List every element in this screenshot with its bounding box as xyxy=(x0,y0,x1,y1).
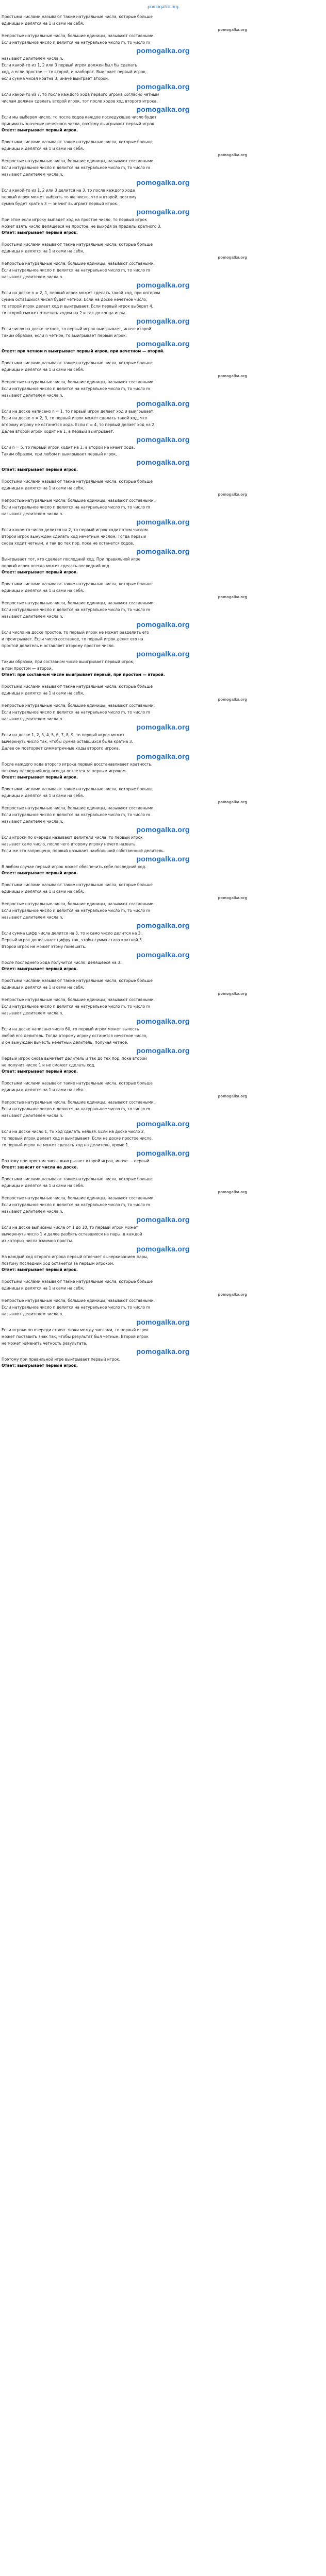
answer-line: Ответ: выигрывает первый игрок. xyxy=(2,467,78,472)
paragraph-line: единицы и делятся на 1 и сами на себя. xyxy=(2,691,84,696)
text-block xyxy=(2,91,324,114)
text-block xyxy=(2,379,324,408)
watermark: pomogalka.org xyxy=(136,1017,190,1025)
paragraph-line: не может изменить четность результата. xyxy=(2,1341,87,1346)
paragraph-line: Простыми числами называют такие натуральные числа, которые больше xyxy=(2,361,153,365)
watermark: pomogalka.org xyxy=(136,1149,190,1157)
paragraph-line: Если натуральное число n делится на натуральное число m, то число m xyxy=(2,908,150,913)
paragraph-line: единицы и делятся на 1 и сами на себя. xyxy=(2,985,84,990)
paragraph-line: Если на доске число 1, то ход сделать нельзя. Если на доске число 2, xyxy=(2,1129,145,1134)
paragraph-line: Простыми числами называют такие натуральные числа, которые больше xyxy=(2,479,153,484)
paragraph-line: Если какой-то из 1, 2 или 3 первый игрок должен был бы сделать xyxy=(2,63,138,67)
watermark-small: pomogalka.org xyxy=(218,697,247,702)
paragraph-line: Если на доске написано число 60, то первый игрок может вычесть xyxy=(2,1027,139,1031)
text-block xyxy=(2,805,324,834)
text-block xyxy=(2,326,324,348)
watermark: pomogalka.org xyxy=(136,951,190,959)
paragraph-line: Простыми числами называют такие натуральные числа, которые больше xyxy=(2,1177,153,1181)
answer-line: Ответ: выигрывает первый игрок. xyxy=(2,570,78,574)
paragraph-line: Если на доске выписаны числа от 1 до 10, то первый игрок может xyxy=(2,1225,138,1230)
paragraph-line: поэтому последний ход останется за первым игроком. xyxy=(2,1261,115,1266)
paragraph-line: Простыми числами называют такие натуральные числа, которые больше xyxy=(2,684,153,689)
text-block xyxy=(2,1026,324,1055)
paragraph-line: вычеркнуть число так, чтобы сумма оставшихся была кратна 3. xyxy=(2,739,133,744)
section-gap xyxy=(2,575,324,581)
watermark: pomogalka.org xyxy=(136,825,190,834)
text-block xyxy=(2,658,324,672)
paragraph-line: называет само число, после чего второму игроку нечего назвать. xyxy=(2,842,137,846)
text-block xyxy=(2,581,324,600)
paragraph-line: Простыми числами называют такие натуральные числа, которые больше xyxy=(2,582,153,586)
paragraph-line: Если натуральное число n делится на натуральное число m, то число m xyxy=(2,1202,150,1207)
text-block xyxy=(2,32,324,55)
paragraph-line: поэтому последний ход всегда остается за первым игроком. xyxy=(2,769,127,773)
paragraph-line: Непростые натуральные числа, большие единицы, называют составными. xyxy=(2,498,155,503)
answer-line: Ответ: при составном числе выигрывает первый, при простом — второй. xyxy=(2,672,165,677)
paragraph-line: Если какой-то из 1, 2 или 3 делится на 3, то после каждого хода xyxy=(2,188,135,193)
paragraph-line: Непростые натуральные числа, большие единицы, называют составными. xyxy=(2,806,155,810)
paragraph-line: ход, а если простое — то второй, и наоборот. Выиграет первый игрок, xyxy=(2,70,147,74)
watermark: pomogalka.org xyxy=(136,281,190,289)
paragraph-line: единицы и делятся на 1 и сами на себя. xyxy=(2,1286,84,1291)
watermark: pomogalka.org xyxy=(136,317,190,325)
paragraph-line: Простыми числами называют такие натуральные числа, которые больше xyxy=(2,978,153,983)
paragraph-line: Если натуральное число n делится на натуральное число m, то число m xyxy=(2,386,150,391)
paragraph-line: единицы и делятся на 1 и сами на себя. xyxy=(2,486,84,490)
paragraph-line: Если натуральное число n делится на натуральное число m, то число m xyxy=(2,268,150,273)
paragraph-line: Если число на доске простое, то первый игрок не может разделить его xyxy=(2,630,149,635)
site-url[interactable]: pomogalka.org xyxy=(148,4,178,9)
text-block xyxy=(2,1069,324,1080)
text-block xyxy=(2,1195,324,1224)
text-block xyxy=(2,1356,324,1363)
text-block xyxy=(2,260,324,290)
paragraph-line: На каждый ход второго игрока первый отвечает вычеркиванием пары, xyxy=(2,1255,149,1259)
paragraph-line: единицы и делятся на 1 и сами на себя. xyxy=(2,588,84,593)
text-block xyxy=(2,187,324,216)
text-block xyxy=(2,1253,324,1267)
paragraph-line: вычеркнуть число 1 и далее разбить оставшиеся на пары, в каждой xyxy=(2,1232,142,1236)
paragraph-line: Далее второй игрок ходит на 1, а первый выигрывает. xyxy=(2,429,115,434)
paragraph-line: из которых числа взаимно просты. xyxy=(2,1239,73,1243)
watermark: pomogalka.org xyxy=(136,752,190,760)
paragraph-line: Если сумма цифр числа делится на 3, то и само число делится на 3. xyxy=(2,931,142,936)
text-block xyxy=(2,882,324,901)
paragraph-line: Если какое-то число делится на 2, то первый игрок ходит этим числом. xyxy=(2,528,149,532)
watermark-small: pomogalka.org xyxy=(218,1292,247,1297)
text-block xyxy=(2,977,324,996)
text-block xyxy=(2,216,324,230)
paragraph-line: не получит число 1 и не сможет сделать ход. xyxy=(2,1063,95,1067)
paragraph-line: Второй игрок не может этому помешать. xyxy=(2,944,87,949)
paragraph-line: а при простом — второй. xyxy=(2,666,53,671)
watermark: pomogalka.org xyxy=(136,46,190,55)
text-block xyxy=(2,1297,324,1327)
text-block xyxy=(2,348,324,360)
text-block xyxy=(2,1224,324,1253)
text-block xyxy=(2,158,324,187)
watermark: pomogalka.org xyxy=(136,399,190,408)
text-block xyxy=(2,1158,324,1164)
text-block xyxy=(2,1080,324,1099)
document-body xyxy=(0,13,326,1374)
section-gap xyxy=(2,781,324,786)
text-block xyxy=(2,901,324,930)
paragraph-line: В любом случае первый игрок может обеспечить себе последний ход. xyxy=(2,865,146,869)
paragraph-line: называют делителем числа n. xyxy=(2,1011,63,1015)
paragraph-line: снова ходит четным, и так до тех пор, пока не останется ходов. xyxy=(2,541,134,546)
paragraph-line: Непростые натуральные числа, большие единицы, называют составными. xyxy=(2,997,155,1002)
text-block xyxy=(2,408,324,444)
text-block xyxy=(2,1363,324,1374)
text-block xyxy=(2,863,324,870)
paragraph-line: сумма оставшихся чисел будет четной. Если на доске нечетное число, xyxy=(2,297,148,302)
paragraph-line: Если на доске n = 2, 3, то первый игрок может сделать такой ход, что xyxy=(2,416,147,420)
paragraph-line: Простыми числами называют такие натуральные числа, которые больше xyxy=(2,787,153,791)
watermark-small: pomogalka.org xyxy=(218,895,247,900)
text-block xyxy=(2,527,324,556)
paragraph-line: может поставить знак так, чтобы результат был четным. Второй игрок xyxy=(2,1334,149,1339)
paragraph-line: любой его делитель. Тогда второму игроку останется нечетное число, xyxy=(2,1033,148,1038)
paragraph-line: Простыми числами называют такие натуральные числа, которые больше xyxy=(2,1279,153,1284)
text-block xyxy=(2,444,324,467)
watermark: pomogalka.org xyxy=(136,1347,190,1355)
text-block xyxy=(2,1327,324,1356)
watermark: pomogalka.org xyxy=(136,1318,190,1326)
text-block xyxy=(2,360,324,379)
text-block xyxy=(2,55,324,91)
paragraph-line: если сумма чисел кратна 3, иначе выиграет второй. xyxy=(2,76,109,81)
watermark-small: pomogalka.org xyxy=(218,492,247,497)
paragraph-line: Выигрывает тот, кто сделает последний ход. При правильной игре xyxy=(2,557,141,562)
paragraph-line: Если n = 5, то первый игрок ходит на 1, а второй не имеет хода. xyxy=(2,445,135,450)
paragraph-line: Простыми числами называют такие натуральные числа, которые больше xyxy=(2,242,153,247)
paragraph-line: Если игроки по очереди называют делители числа, то первый игрок xyxy=(2,835,143,840)
paragraph-line: Непростые натуральные числа, большие единицы, называют составными. xyxy=(2,1100,155,1105)
paragraph-line: и он вынужден вычесть нечетный делитель, получая четное. xyxy=(2,1040,128,1045)
paragraph-line: Первый игрок дописывает цифру так, чтобы сумма стала кратной 3. xyxy=(2,938,143,942)
paragraph-line: может взять число делящееся на простое, не выходя за пределы кратного 3. xyxy=(2,224,161,229)
text-block xyxy=(2,556,324,569)
paragraph-line: единицы и делятся на 1 и сами на себя. xyxy=(2,146,84,151)
site-header xyxy=(0,0,326,13)
watermark: pomogalka.org xyxy=(136,1215,190,1224)
paragraph-line: Простыми числами называют такие натуральные числа, которые больше xyxy=(2,1081,153,1086)
paragraph-line: Если натуральное число n делится на натуральное число m, то число m xyxy=(2,165,150,170)
paragraph-line: После последнего хода получится число, делящееся на 3. xyxy=(2,960,122,965)
section-gap xyxy=(2,236,324,241)
paragraph-line: то второй игрок делает ход и выигрывает. Если первый игрок выберет 4, xyxy=(2,304,154,309)
watermark-small: pomogalka.org xyxy=(218,991,247,996)
paragraph-line: единицы и делятся на 1 и сами на себя. xyxy=(2,367,84,372)
paragraph-line: Если же это запрещено, первый называет наибольший собственный делитель. xyxy=(2,849,165,853)
paragraph-line: Простыми числами называют такие натуральные числа, которые больше xyxy=(2,14,153,19)
watermark: pomogalka.org xyxy=(136,82,190,91)
paragraph-line: простой делитель и оставляет второму простое число. xyxy=(2,643,115,648)
watermark: pomogalka.org xyxy=(136,723,190,731)
watermark: pomogalka.org xyxy=(136,1046,190,1055)
text-block xyxy=(2,732,324,761)
text-block xyxy=(2,13,324,32)
paragraph-line: Непростые натуральные числа, большие единицы, называют составными. xyxy=(2,33,155,38)
text-block xyxy=(2,930,324,959)
paragraph-line: и проигрывает. Если число составное, то первый игрок делит его на xyxy=(2,637,143,641)
paragraph-line: Таким образом, при составном числе выигрывает первый игрок, xyxy=(2,659,135,664)
paragraph-line: называют делителем числа n. xyxy=(2,614,63,619)
paragraph-line: единицы и делятся на 1 и сами на себя. xyxy=(2,889,84,894)
text-block xyxy=(2,1164,324,1176)
text-block xyxy=(2,497,324,527)
text-block xyxy=(2,629,324,658)
answer-line: Ответ: выигрывает первый игрок. xyxy=(2,1363,78,1368)
paragraph-line: Если натуральное число n делится на натуральное число m, то число m xyxy=(2,812,150,817)
paragraph-line: называют делителем числа n. xyxy=(2,1209,63,1214)
paragraph-line: единицы и делятся на 1 и сами на себя. xyxy=(2,1183,84,1188)
text-block xyxy=(2,290,324,326)
paragraph-line: второму игроку не останется хода. Если n = 4, то первый делает ход на 2. xyxy=(2,422,156,427)
paragraph-line: Если на доске n = 2, 1, первый игрок может сделать такой ход, при котором xyxy=(2,291,160,295)
text-block xyxy=(2,834,324,863)
paragraph-line: Если натуральное число n делится на натуральное число m, то число m xyxy=(2,40,150,45)
text-block xyxy=(2,241,324,260)
text-block xyxy=(2,127,324,139)
paragraph-line: Если игроки по очереди ставят знаки между числами, то первый игрок xyxy=(2,1328,149,1332)
text-block xyxy=(2,786,324,805)
answer-line: Ответ: выигрывает первый игрок. xyxy=(2,1267,78,1272)
text-block xyxy=(2,702,324,732)
paragraph-line: Если натуральное число n делится на натуральное число m, то число m xyxy=(2,710,150,715)
paragraph-line: Если на доске написано n = 1, то первый игрок делает ход и выигрывает. xyxy=(2,409,155,414)
paragraph-line: то первый игрок не может сделать ход на делитель, кроме 1. xyxy=(2,1143,129,1147)
watermark-small: pomogalka.org xyxy=(218,1190,247,1194)
paragraph-line: Если на доске 1, 2, 3, 4, 5, 6, 7, 8, 9, то первый игрок может xyxy=(2,733,125,737)
text-block xyxy=(2,672,324,683)
answer-line: Ответ: выигрывает первый игрок. xyxy=(2,967,78,971)
paragraph-line: единицы и делятся на 1 и сами на себя. xyxy=(2,249,84,253)
paragraph-line: При этом если игроку выпадет ход на простое число, то первый игрок xyxy=(2,217,147,222)
watermark-small: pomogalka.org xyxy=(218,595,247,599)
paragraph-line: Если натуральное число n делится на натуральное число m, то число m xyxy=(2,1004,150,1009)
text-block xyxy=(2,1128,324,1158)
paragraph-line: единицы и делятся на 1 и сами на себя. xyxy=(2,793,84,798)
paragraph-line: числам должен сделать второй игрок, тот после ходов ход второго игрока. xyxy=(2,99,158,104)
paragraph-line: Если число на доске четное, то первый игрок выигрывает, иначе второй. xyxy=(2,327,153,331)
paragraph-line: единицы и делятся на 1 и сами на себя. xyxy=(2,21,84,26)
paragraph-line: Если мы выберем число, то после ходов каждое последующее число будет xyxy=(2,115,157,120)
section-gap xyxy=(2,972,324,977)
text-block xyxy=(2,467,324,478)
paragraph-line: Непростые натуральные числа, большие единицы, называют составными. xyxy=(2,1196,155,1200)
text-block xyxy=(2,139,324,158)
section-gap xyxy=(2,1075,324,1080)
watermark: pomogalka.org xyxy=(136,650,190,658)
answer-line: Ответ: выигрывает первый игрок. xyxy=(2,230,78,235)
paragraph-line: Простыми числами называют такие натуральные числа, которые больше xyxy=(2,883,153,887)
paragraph-line: то второй сможет ответить ходом на 2 и так до конца игры. xyxy=(2,311,126,315)
section-gap xyxy=(2,876,324,882)
watermark: pomogalka.org xyxy=(136,620,190,629)
paragraph-line: Если какой-то из 7, то после каждого хода первого игрока согласно четным xyxy=(2,92,159,97)
text-block xyxy=(2,959,324,966)
watermark: pomogalka.org xyxy=(136,518,190,526)
text-block xyxy=(2,996,324,1026)
answer-line: Ответ: выигрывает первый игрок. xyxy=(2,775,78,779)
paragraph-line: первый игрок всегда может сделать последний ход. xyxy=(2,564,110,568)
watermark: pomogalka.org xyxy=(136,921,190,929)
text-block xyxy=(2,569,324,581)
paragraph-line: называют делителем числа n. xyxy=(2,512,63,516)
text-block xyxy=(2,114,324,127)
text-block xyxy=(2,761,324,774)
paragraph-line: Непростые натуральные числа, большие единицы, называют составными. xyxy=(2,601,155,605)
text-block xyxy=(2,230,324,241)
text-block xyxy=(2,1278,324,1297)
text-block xyxy=(2,966,324,977)
paragraph-line: Непростые натуральные числа, большие единицы, называют составными. xyxy=(2,380,155,384)
text-block xyxy=(2,683,324,702)
watermark-small: pomogalka.org xyxy=(218,255,247,260)
paragraph-line: называют делителем числа n. xyxy=(2,717,63,721)
watermark: pomogalka.org xyxy=(136,208,190,216)
answer-line: Ответ: зависит от числа на доске. xyxy=(2,1165,78,1170)
watermark-small: pomogalka.org xyxy=(218,1094,247,1098)
section-gap xyxy=(2,354,324,360)
watermark: pomogalka.org xyxy=(136,340,190,348)
paragraph-line: называют делителем числа n. xyxy=(2,172,63,177)
paragraph-line: Непростые натуральные числа, большие единицы, называют составными. xyxy=(2,159,155,163)
paragraph-line: Если натуральное число n делится на натуральное число m, то число m xyxy=(2,607,150,612)
watermark: pomogalka.org xyxy=(136,458,190,466)
paragraph-line: Второй игрок вынужден сделать ход нечетным числом. Тогда первый xyxy=(2,534,146,539)
section-gap xyxy=(2,1273,324,1278)
watermark-small: pomogalka.org xyxy=(218,374,247,378)
paragraph-line: Поэтому при простом числе выигрывает второй игрок, иначе — первый. xyxy=(2,1159,151,1163)
paragraph-line: то первый игрок делает ход и выигрывает. Если на доске простое число, xyxy=(2,1136,153,1141)
text-block xyxy=(2,870,324,882)
watermark: pomogalka.org xyxy=(136,547,190,555)
text-block xyxy=(2,774,324,786)
watermark: pomogalka.org xyxy=(136,435,190,444)
paragraph-line: называют делителем числа n. xyxy=(2,1113,63,1118)
section-gap xyxy=(2,1369,324,1374)
paragraph-line: Непростые натуральные числа, большие единицы, называют составными. xyxy=(2,261,155,266)
paragraph-line: Таким образом, если n четное, то выигрывает первый игрок. xyxy=(2,333,127,338)
paragraph-line: Поэтому при правильной игре выигрывает первый игрок. xyxy=(2,1357,120,1362)
text-block xyxy=(2,600,324,629)
paragraph-line: сумма будет кратна 3 — значит выиграет первый игрок. xyxy=(2,201,119,206)
section-gap xyxy=(2,678,324,683)
paragraph-line: называют делителем числа n. xyxy=(2,915,63,920)
watermark-small: pomogalka.org xyxy=(218,152,247,157)
paragraph-line: называют делителем числа n. xyxy=(2,1312,63,1316)
answer-line: Ответ: выигрывает первый игрок. xyxy=(2,128,78,132)
text-block xyxy=(2,1099,324,1128)
paragraph-line: Таким образом, при любом n выигрывает первый игрок. xyxy=(2,452,117,456)
watermark: pomogalka.org xyxy=(136,105,190,113)
watermark: pomogalka.org xyxy=(136,1120,190,1128)
section-gap xyxy=(2,133,324,139)
paragraph-line: единицы и делятся на 1 и сами на себя. xyxy=(2,1088,84,1092)
text-block xyxy=(2,1267,324,1278)
watermark-small: pomogalka.org xyxy=(218,800,247,804)
paragraph-line: называют делителем числа n. xyxy=(2,393,63,398)
paragraph-line: называют делителем числа n. xyxy=(2,56,63,61)
watermark-small: pomogalka.org xyxy=(218,27,247,32)
answer-line: Ответ: при четном n выигрывает первый игрок, при нечетном — второй. xyxy=(2,349,165,353)
paragraph-line: Непростые натуральные числа, большие единицы, называют составными. xyxy=(2,1298,155,1303)
answer-line: Ответ: выигрывает первый игрок. xyxy=(2,871,78,875)
text-block xyxy=(2,1176,324,1195)
paragraph-line: Если натуральное число n делится на натуральное число m, то число m xyxy=(2,1305,150,1310)
paragraph-line: Непростые натуральные числа, большие единицы, называют составными. xyxy=(2,703,155,708)
section-gap xyxy=(2,1171,324,1176)
watermark: pomogalka.org xyxy=(136,178,190,187)
paragraph-line: Если натуральное число n делится на натуральное число m, то число m xyxy=(2,1107,150,1111)
paragraph-line: называют делителем числа n. xyxy=(2,275,63,279)
paragraph-line: После каждого хода второго игрока первый восстанавливает кратность, xyxy=(2,762,153,767)
text-block xyxy=(2,1055,324,1069)
watermark: pomogalka.org xyxy=(136,855,190,863)
paragraph-line: первый игрок может выбрать то же число, что и второй, поэтому xyxy=(2,195,137,199)
paragraph-line: Простыми числами называют такие натуральные числа, которые больше xyxy=(2,140,153,144)
watermark: pomogalka.org xyxy=(136,1245,190,1253)
paragraph-line: Первый игрок снова вычитает делитель и так до тех пор, пока второй xyxy=(2,1056,147,1061)
text-block xyxy=(2,478,324,497)
paragraph-line: Если натуральное число n делится на натуральное число m, то число m xyxy=(2,505,150,510)
section-gap xyxy=(2,473,324,478)
paragraph-line: принимать значение нечетного числа, поэтому выигрывает первый игрок. xyxy=(2,122,156,126)
answer-line: Ответ: выигрывает первый игрок. xyxy=(2,1069,78,1074)
paragraph-line: Далее он повторяет симметричные ходы второго игрока. xyxy=(2,746,120,751)
paragraph-line: называют делителем числа n. xyxy=(2,819,63,824)
paragraph-line: Непростые натуральные числа, большие единицы, называют составными. xyxy=(2,902,155,906)
